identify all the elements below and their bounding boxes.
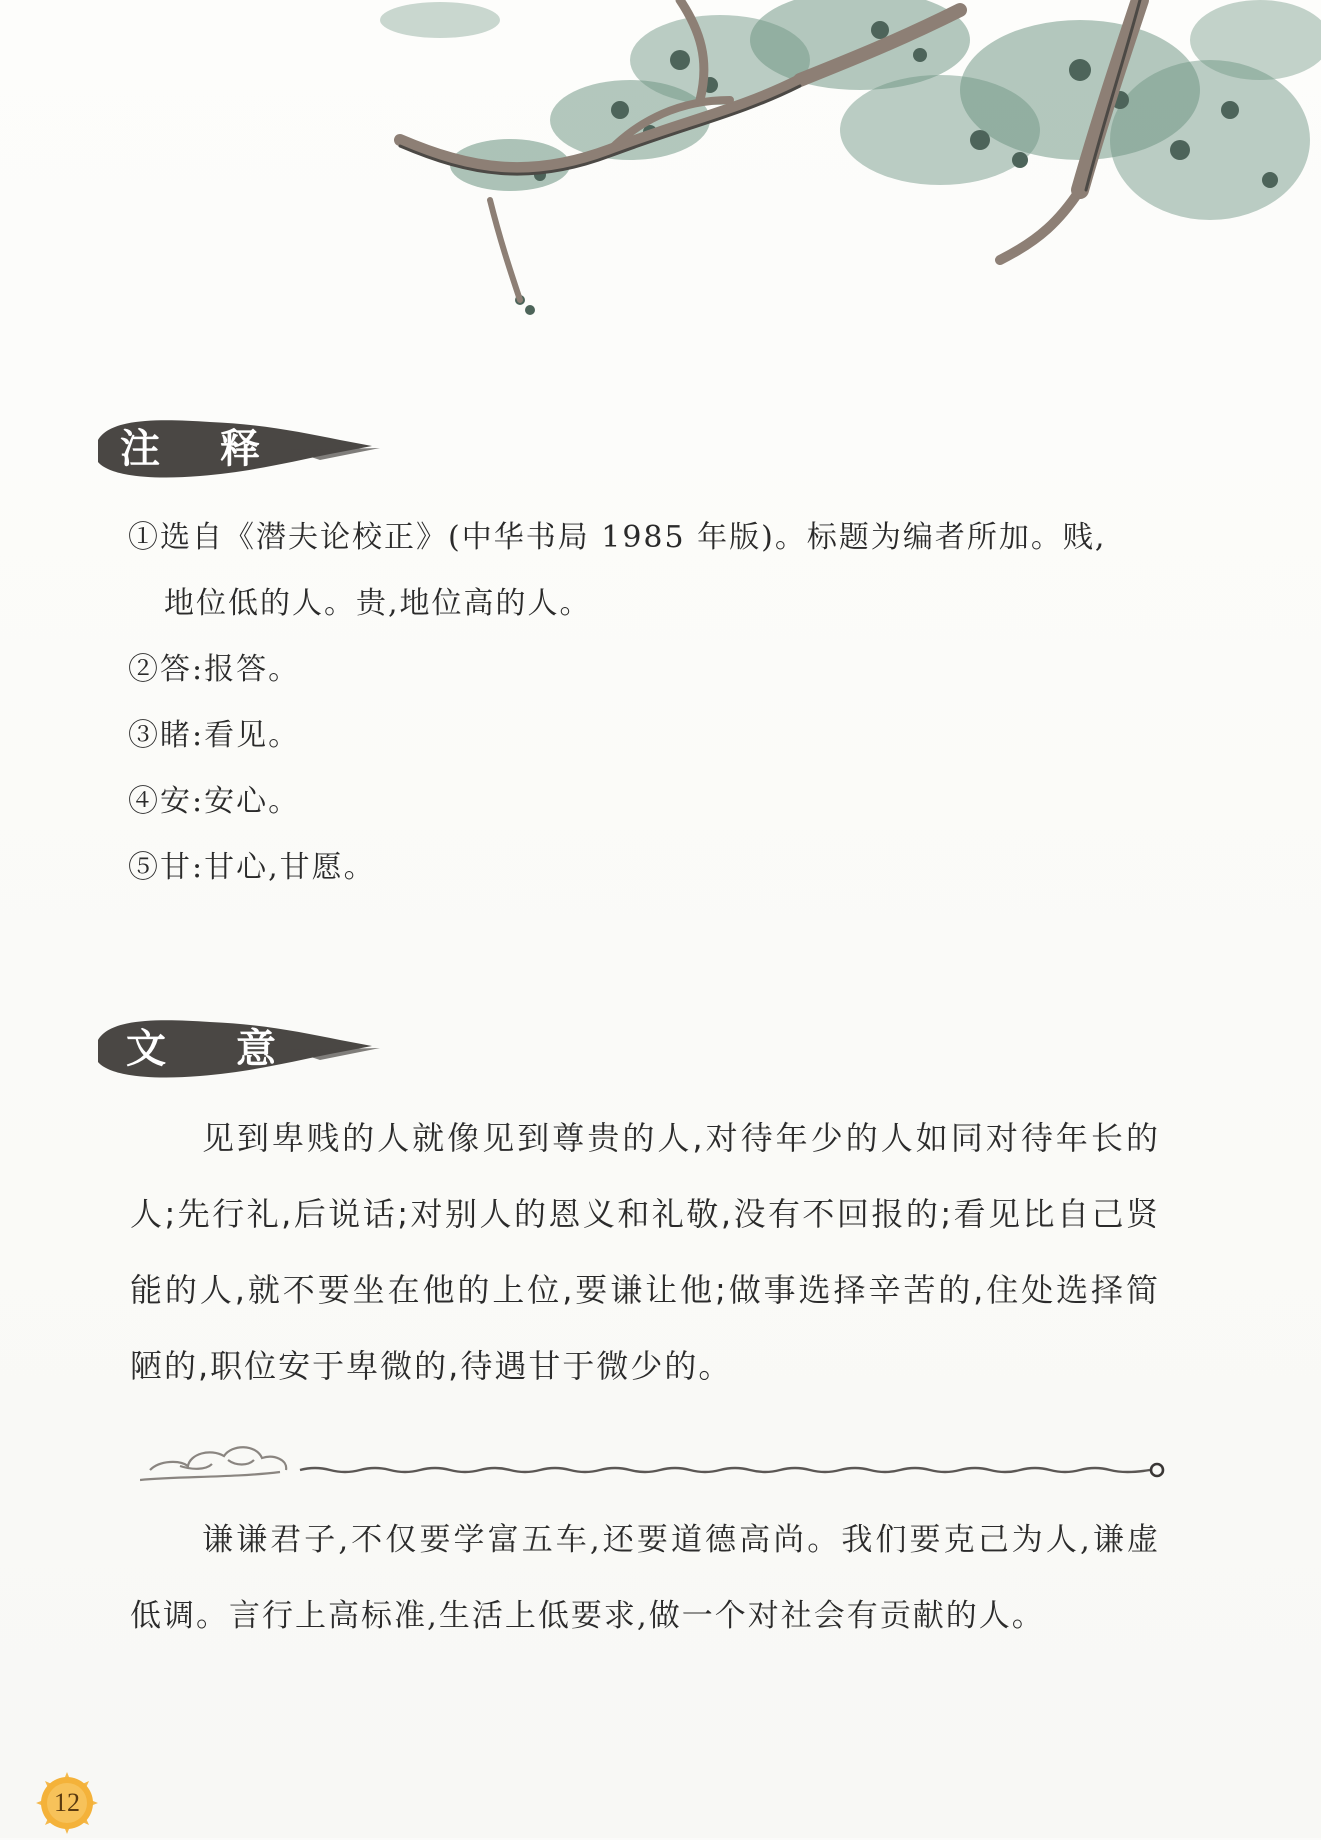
note-item — [128, 505, 1188, 637]
note-text: 答:报答。 — [160, 652, 301, 687]
divider-end-icon — [1151, 1464, 1163, 1476]
note-marker: ② — [128, 652, 160, 687]
note-marker: ① — [128, 520, 160, 555]
note-item — [128, 637, 1188, 703]
reflection-paragraph: 谦谦君子,不仅要学富五车,还要道德高尚。我们要克己为人,谦虚低调。言行上高标准,生活上低要求,做一个对社会有贡献的人。 — [130, 1522, 1160, 1634]
note-text: 安:安心。 — [160, 784, 301, 819]
meaning-header-char-1: 文 — [126, 1025, 166, 1072]
note-text: 睹:看见。 — [160, 718, 301, 753]
note-text: 选自《潜夫论校正》(中华书局 1985 年版)。标题为编者所加。贱, — [160, 520, 1107, 555]
note-text: 甘:甘心,甘愿。 — [160, 850, 376, 885]
page-number-badge — [34, 1770, 100, 1836]
meaning-paragraph: 见到卑贱的人就像见到尊贵的人,对待年少的人如同对待年长的人;先行礼,后说话;对别人的恩义和礼敬,没有不回报的;看见比自己贤能的人,就不要坐在他的上位,要谦让他;做事选择辛苦的,住处选择简陋的,职位安于卑微的,待遇甘于微少的。 — [130, 1119, 1160, 1385]
note-marker: ③ — [128, 718, 160, 753]
notes-list — [128, 505, 1188, 901]
cloud-divider — [140, 1430, 1170, 1490]
notes-section-header — [90, 410, 380, 490]
note-text-continued: 地位低的人。贵,地位高的人。 — [164, 586, 592, 621]
note-item — [128, 835, 1188, 901]
cloud-icon — [140, 1447, 286, 1480]
note-item — [128, 769, 1188, 835]
notes-header-char-2: 释 — [220, 425, 260, 472]
meaning-header-char-2: 意 — [236, 1025, 276, 1072]
page-number: 12 — [54, 1788, 80, 1817]
notes-header-char-1: 注 — [120, 425, 160, 472]
note-marker: ④ — [128, 784, 160, 819]
meaning-section-header — [90, 1010, 380, 1090]
note-marker: ⑤ — [128, 850, 160, 885]
note-item — [128, 703, 1188, 769]
pine-tree-illustration — [380, 0, 1321, 330]
